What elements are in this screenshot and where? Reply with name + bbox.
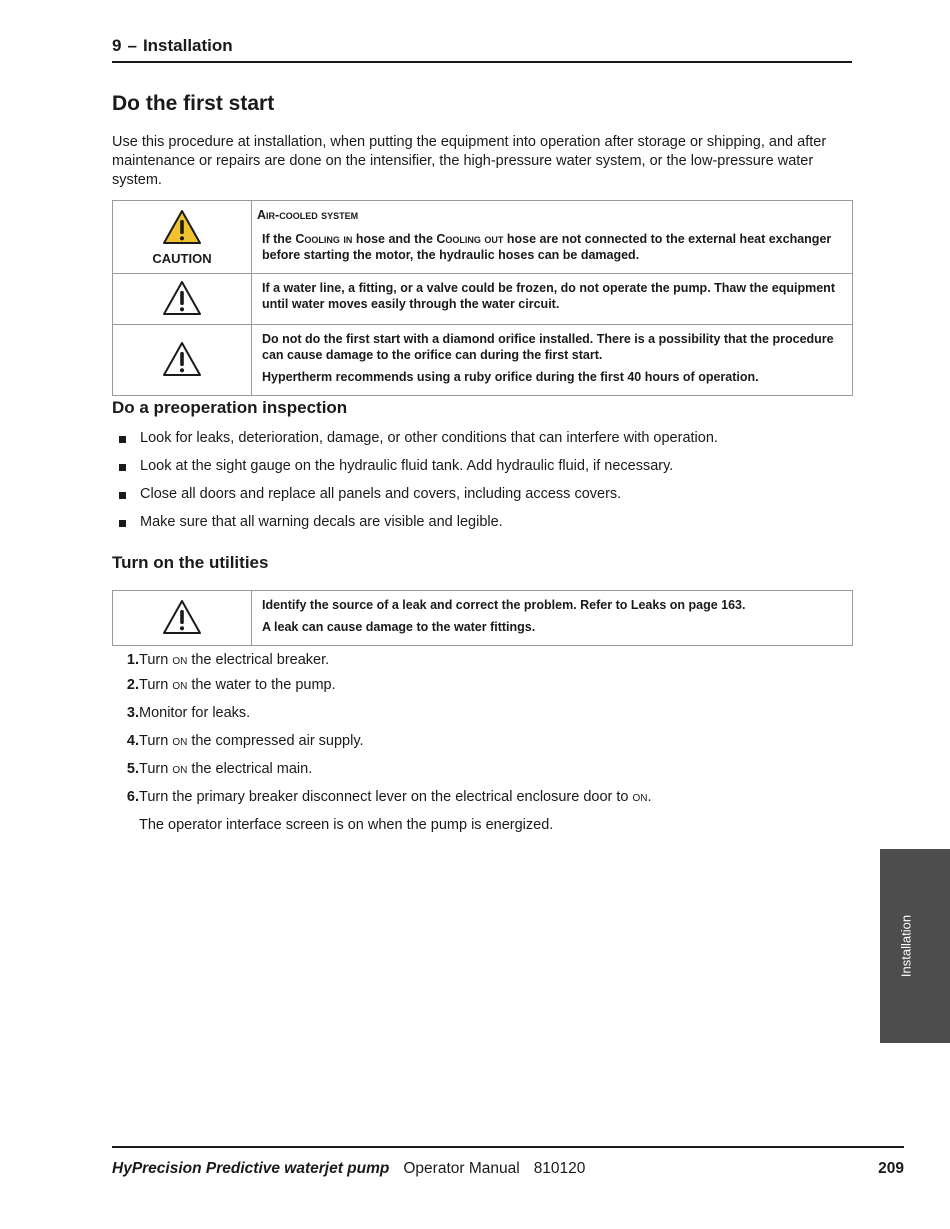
warning-icon-cell <box>113 274 252 325</box>
chapter-header <box>112 36 852 63</box>
step-text-pre: Turn <box>139 761 173 777</box>
step-number-text: 6. <box>126 789 139 805</box>
page-title: Do the first start <box>112 92 275 115</box>
preop-heading: Do a preoperation inspection <box>112 398 348 417</box>
text-part: hose are not connected to the external heat exchanger before starting the motor, the hydraulic hoses can be damaged. <box>262 232 832 262</box>
air-cooled-heading <box>257 207 844 223</box>
leak-damage-text: A leak can cause damage to the water fittings. <box>262 620 536 634</box>
step-text-pre: Turn the primary breaker disconnect lever on the electrical enclosure door to <box>139 789 633 805</box>
caution-triangle-icon <box>113 209 251 248</box>
page-number: 209 <box>878 1160 904 1177</box>
step-text-post: . <box>647 789 652 805</box>
ruby-orifice-text: Hypertherm recommends using a ruby orifice during the first 40 hours of operation. <box>262 370 759 384</box>
step-number-text: 2. <box>126 677 139 693</box>
leak-warning-table <box>112 590 853 646</box>
step-item <box>112 652 652 677</box>
step-text <box>139 705 250 733</box>
step-number <box>112 733 139 761</box>
air-cooled-text <box>262 231 844 263</box>
caution-cell <box>113 201 252 274</box>
warning-triangle-icon <box>162 341 202 377</box>
bullet-square-icon <box>119 436 126 443</box>
step-text-post: the electrical breaker. <box>187 652 330 668</box>
warning-icon-cell <box>113 591 252 646</box>
warning-triangle-icon <box>162 599 202 635</box>
step-text-post: the water to the pump. <box>187 677 336 693</box>
step-number <box>112 789 139 817</box>
step-text-post: the compressed air supply. <box>187 733 364 749</box>
bullet-square-icon <box>119 492 126 499</box>
step-on-term: on <box>172 761 188 777</box>
step-text-post: the electrical main. <box>187 761 313 777</box>
list-item <box>112 458 718 486</box>
page-footer <box>112 1146 904 1178</box>
side-tab-label: Installation <box>898 914 914 978</box>
step-on-term: on <box>172 677 188 693</box>
frozen-warning-text: If a water line, a fitting, or a valve could be frozen, do not operate the pump. Thaw the equipment until water moves easily through the water circuit. <box>262 281 835 311</box>
list-item <box>112 430 718 458</box>
bullet-square-icon <box>119 464 126 471</box>
intro-paragraph: Use this procedure at installation, when putting the equipment into operation after storage or shipping, and after maintenance or repairs are done on the intensifier, the high-pressure water system, or the low-pressure water system. <box>112 134 827 188</box>
step-item <box>112 789 652 817</box>
warning-text-cell <box>252 325 853 396</box>
step-on-term: on <box>172 652 188 668</box>
step-number-text: 3. <box>126 705 139 721</box>
caution-row <box>113 201 853 274</box>
warning-text-cell <box>252 591 853 646</box>
utilities-heading: Turn on the utilities <box>112 553 269 572</box>
step-number-text: 1. <box>126 652 139 668</box>
cooling-in-term: Cooling in <box>295 232 353 246</box>
list-item <box>112 486 718 514</box>
step-text-pre: Turn <box>139 652 173 668</box>
list-item <box>112 514 718 542</box>
list-item-text: Look at the sight gauge on the hydraulic fluid tank. Add hydraulic fluid, if necessary. <box>140 458 674 474</box>
step-text <box>139 677 336 705</box>
warning-row <box>113 274 853 325</box>
caution-label: CAUTION <box>152 250 212 266</box>
utilities-steps <box>112 652 652 817</box>
step-number <box>112 705 139 733</box>
bullet-square-icon <box>119 520 126 527</box>
warning-row <box>113 591 853 646</box>
warning-triangle-icon <box>162 280 202 316</box>
step-text-pre: Monitor for leaks. <box>139 705 251 721</box>
step-note: The operator interface screen is on when the pump is energized. <box>139 817 554 833</box>
chapter-title: Installation <box>142 36 233 55</box>
step-text-pre: Turn <box>139 733 173 749</box>
preop-list <box>112 430 718 542</box>
step-on-term: on <box>172 733 188 749</box>
text-part: hose and the <box>352 232 437 246</box>
step-item <box>112 677 652 705</box>
step-text-pre: Turn <box>139 677 173 693</box>
side-tab <box>880 849 950 1043</box>
step-text <box>139 652 329 677</box>
step-on-term: on <box>632 789 648 805</box>
caution-text-cell <box>252 201 853 274</box>
step-number <box>112 677 139 705</box>
step-number-text: 4. <box>126 733 139 749</box>
warning-row <box>113 325 853 396</box>
step-number <box>112 761 139 789</box>
step-item <box>112 761 652 789</box>
step-text <box>139 733 364 761</box>
leak-warning-text: Identify the source of a leak and correct the problem. Refer to Leaks on page 163. <box>262 598 746 612</box>
chapter-dash: – <box>127 36 137 55</box>
chapter-number: 9 <box>112 36 122 55</box>
footer-product: HyPrecision Predictive waterjet pump <box>112 1160 390 1177</box>
cooling-out-term: Cooling out <box>436 232 504 246</box>
step-text <box>139 761 312 789</box>
list-item-text: Close all doors and replace all panels and covers, including access covers. <box>140 486 622 502</box>
list-item-text: Look for leaks, deterioration, damage, or other conditions that can interfere with operation. <box>140 430 718 446</box>
footer-code: 810120 <box>533 1160 586 1177</box>
heading-first-letter: A <box>257 208 267 222</box>
step-number-text: 5. <box>126 761 139 777</box>
text-part: If the <box>262 232 296 246</box>
footer-manual: Operator Manual <box>403 1160 520 1177</box>
warning-table <box>112 200 853 396</box>
list-item-text: Make sure that all warning decals are visible and legible. <box>140 514 503 530</box>
step-text <box>139 789 652 817</box>
step-number <box>112 652 139 677</box>
warning-icon-cell <box>113 325 252 396</box>
diamond-orifice-text: Do not do the first start with a diamond orifice installed. There is a possibility that the procedure can cause damage to the orifice can during the first start. <box>262 332 834 362</box>
heading-rest: ir-cooled system <box>266 208 359 222</box>
step-item <box>112 705 652 733</box>
step-item <box>112 733 652 761</box>
warning-text-cell <box>252 274 853 325</box>
